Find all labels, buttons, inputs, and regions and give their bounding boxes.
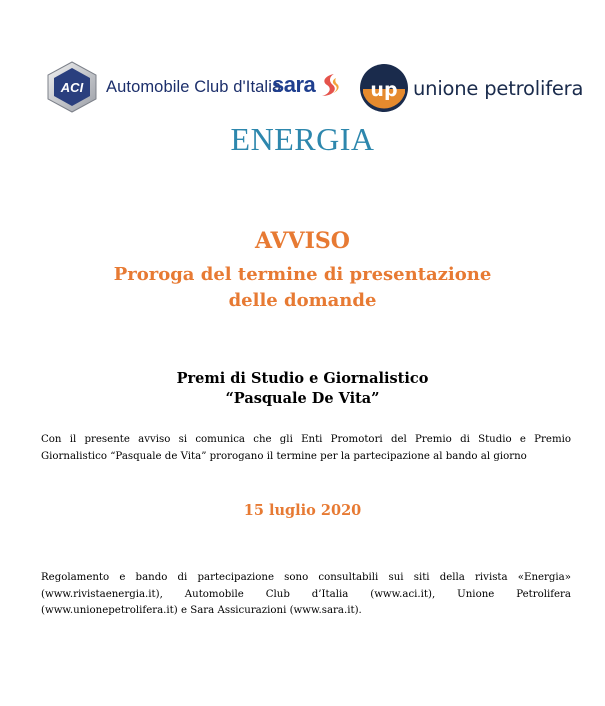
aci-name: Automobile Club d'Italia: [106, 77, 282, 96]
logo-bar: [0, 0, 605, 160]
notice-subtitle-line1: Proroga del termine di presentazione: [113, 264, 492, 285]
announcement-line2: Giornalistico “Pasquale de Vita” prorogano il termine per la partecipazione al bando al giorno: [41, 450, 527, 462]
up-emblem-text: up: [370, 79, 398, 101]
prize-title: [0, 369, 605, 409]
energia-logo: ENERGIA: [230, 121, 375, 157]
deadline-date: 15 luglio 2020: [243, 502, 362, 519]
sara-name: sara: [272, 72, 316, 97]
up-logo: [359, 63, 583, 113]
regulations-paragraph: [41, 570, 571, 620]
notice-subtitle: [0, 262, 605, 314]
regulations-line1: Regolamento e bando di partecipazione sono consultabili sui siti della rivista «Energia»: [41, 572, 571, 583]
sara-logo: [272, 72, 340, 98]
sara-swirl-icon: [318, 72, 340, 98]
aci-logo: [44, 60, 281, 114]
announcement-paragraph: [41, 432, 571, 465]
announcement-line1: Con il presente avviso si comunica che gli Enti Promotori del Premio di Studio e Premio: [41, 434, 571, 445]
regulations-line3: (www.unionepetrolifera.it) e Sara Assicurazioni (www.sara.it).: [41, 605, 362, 616]
aci-emblem-text: ACI: [60, 80, 84, 95]
up-name: unione petrolifera: [413, 76, 584, 100]
up-emblem-icon: [359, 63, 409, 113]
prize-title-line2: “Pasquale De Vita”: [225, 390, 380, 407]
notice-heading: AVVISO: [255, 228, 350, 254]
aci-emblem-icon: [44, 60, 100, 114]
regulations-line2: (www.rivistaenergia.it), Automobile Club d’Italia (www.aci.it), Unione Petrolifera: [41, 588, 571, 600]
prize-title-line1: Premi di Studio e Giornalistico: [176, 370, 429, 387]
notice-subtitle-line2: delle domande: [228, 290, 377, 311]
